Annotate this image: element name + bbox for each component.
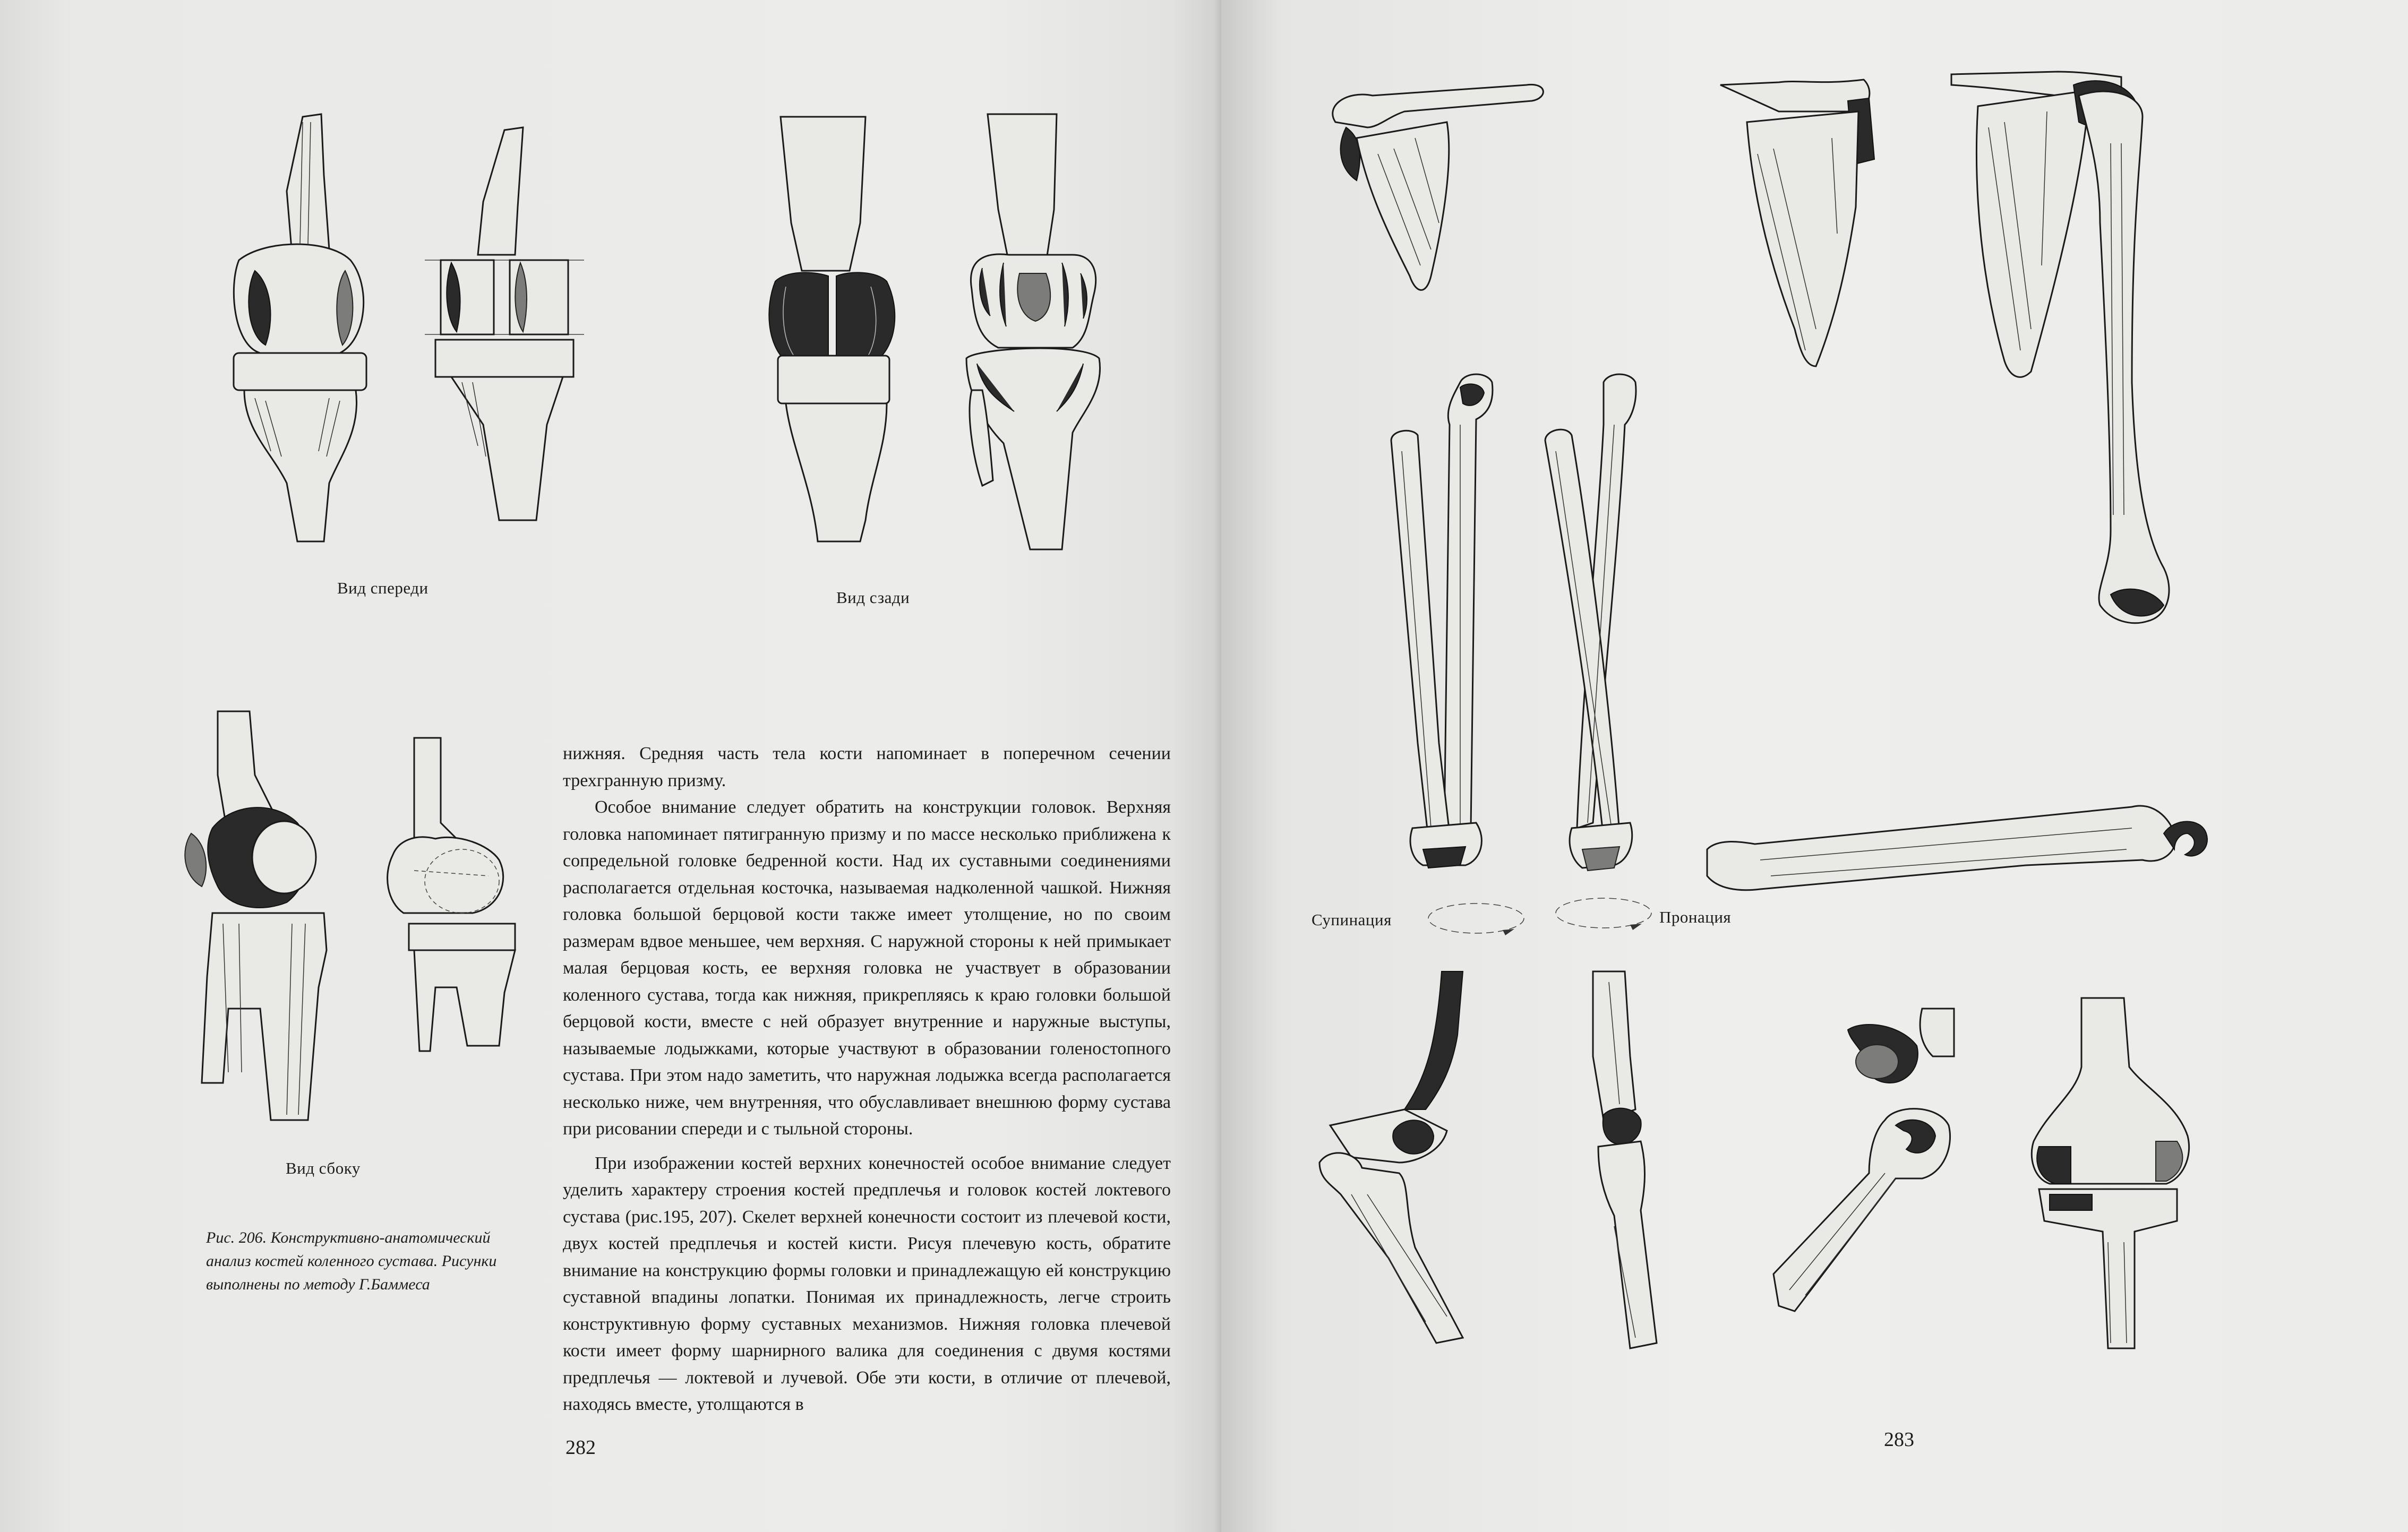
- elbow-front-narrow: [1572, 971, 1678, 1354]
- body-paragraph-1: нижняя. Средняя часть тела кости напоминает в поперечном сечении трехгранную призму.: [563, 744, 1171, 790]
- knee-back-construction: [765, 117, 903, 552]
- knee-back-view: [966, 114, 1104, 555]
- forearm-supination: [1381, 372, 1529, 897]
- figure-206-caption: Рис. 206. Конструктивно-анатомический анализ костей коленного сустава. Рисунки выполнены по методу Г.Баммеса: [206, 1229, 497, 1293]
- caption-supination: Супинация: [1312, 910, 1392, 929]
- ulna-lateral: [1707, 796, 2238, 902]
- forearm-pronation: [1524, 372, 1683, 897]
- body-text: [563, 741, 1171, 1418]
- page-number-left: 282: [565, 1436, 596, 1459]
- knee-side-view: [181, 711, 350, 1125]
- knee-front-view: [223, 111, 377, 547]
- knee-side-construction: [382, 738, 531, 1067]
- rotation-arrow-supination: [1423, 897, 1529, 940]
- knee-front-construction: [419, 127, 589, 531]
- scapula-front: [1325, 74, 1569, 303]
- right-page: [1221, 0, 2408, 1532]
- body-paragraph-3: При изображении костей верхних конечностей особое внимание следует уделить характеру строения костей предплечья и головок костей локтевого сустава (рис.195, 207). Скелет верхней конечности состоит из плечевой кости, двух костей предплечья и костей кисти. Рисуя плечевую кость, обратите внимание на конструкцию формы головки и принадлежащую ей конструкцию суставной впадины лопатки. Понимая их принадлежность, легче строить конструктивную форму суставных механизмов. Нижняя головка плечевой кости имеет форму шарнирного валика для соединения с двумя костями предплечья — локтевой и лучевой. Обе эти кости, в отличие от плечевой, находясь вместе, утолщаются в: [563, 1153, 1171, 1414]
- elbow-side: [1319, 971, 1500, 1354]
- elbow-back: [2018, 998, 2220, 1359]
- rotation-arrow-pronation: [1550, 892, 1657, 934]
- body-paragraph-2: Особое внимание следует обратить на конструкции головок. Верхняя головка напоминает пятигранную призму и по массе несколько приближена к сопредельной головке бедренной кости. Над их суставными соединениями располагается отдельная косточка, называемая надколенной чашкой. Нижняя головка большой берцовой кости также имеет утолщение, но по своим размерам вдвое меньшее, чем верхняя. С наружной стороны к ней примыкает малая берцовая кость, ее верхняя головка не участвует в образовании коленного сустава, тогда как нижняя, прикрепляясь к краю головки большой берцовой кости, вместе с ней образует внутренние и наружные выступы, называемые лодыжками, которые участвуют в образовании голеностопного сустава. При этом надо заметить, что наружная лодыжка всегда располагается несколько ниже, чем внутренняя, что обуславливает внешнюю форму сустава при рисовании спереди и с тыльной стороны.: [563, 797, 1171, 1139]
- page-number-right: 283: [1884, 1428, 1914, 1451]
- caption-front-view: Вид спереди: [337, 579, 429, 597]
- caption-pronation: Пронация: [1659, 908, 1732, 926]
- caption-back-view: Вид сзади: [836, 588, 910, 607]
- elbow-joint-construction: [1763, 998, 1986, 1327]
- caption-side-view: Вид сбоку: [286, 1159, 361, 1177]
- scapula-side: [1715, 74, 1885, 372]
- scapula-humerus: [1951, 64, 2217, 669]
